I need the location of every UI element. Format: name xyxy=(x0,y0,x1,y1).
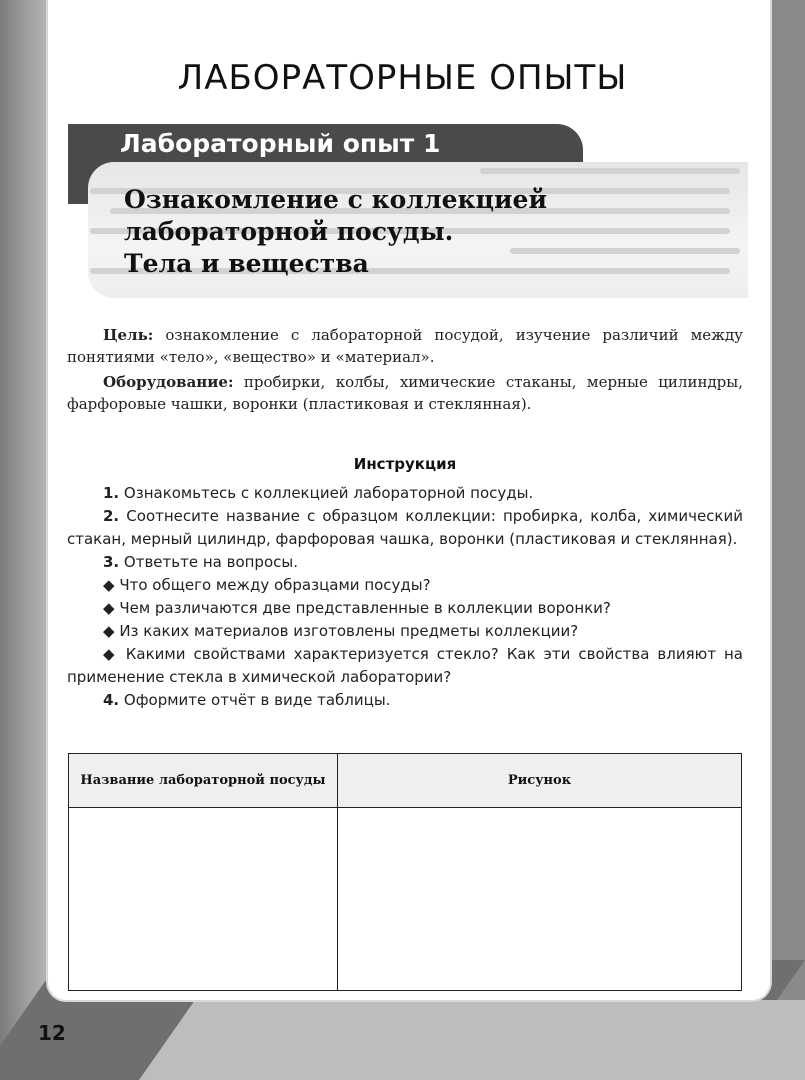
instruction-step xyxy=(67,689,743,712)
topic-title-line: Ознакомление с коллекцией xyxy=(124,185,547,214)
instruction-step xyxy=(67,505,743,551)
page-number: 12 xyxy=(38,1021,66,1045)
step-text: Ответьте на вопросы. xyxy=(119,553,298,571)
step-text: Ознакомьтесь с коллекцией лабораторной посуды. xyxy=(119,484,534,502)
step-number: 2. xyxy=(103,507,120,525)
section-heading: ЛАБОРАТОРНЫЕ ОПЫТЫ xyxy=(177,58,628,98)
step-text: Оформите отчёт в виде таблицы. xyxy=(119,691,391,709)
table-row xyxy=(69,808,742,991)
topic-title-line: Тела и вещества xyxy=(124,249,369,278)
question-text: Какими свойствами характеризуется стекло? Как эти свойства влияют на применение стекла в химической лаборатории? xyxy=(67,645,743,686)
question-text: Что общего между образцами посуды? xyxy=(119,576,431,594)
diamond-bullet-icon: ◆ xyxy=(103,645,126,663)
question-text: Из каких материалов изготовлены предметы коллекции? xyxy=(119,622,579,640)
topic-title xyxy=(124,184,547,280)
step-number: 1. xyxy=(103,484,120,502)
table-cell xyxy=(338,808,742,991)
question-item xyxy=(67,574,743,597)
instruction-step xyxy=(67,482,743,505)
question-item xyxy=(67,643,743,689)
table-header-row xyxy=(69,754,742,808)
background-shade xyxy=(0,0,50,1080)
instruction-step xyxy=(67,551,743,574)
topic-title-line: лабораторной посуды. xyxy=(124,217,454,246)
goal-text: ознакомление с лабораторной посудой, изучение различий между понятиями «тело», «вещество» и «материал». xyxy=(67,326,743,366)
diamond-bullet-icon: ◆ xyxy=(103,576,120,594)
table-cell xyxy=(69,808,338,991)
instructions-heading: Инструкция xyxy=(353,455,457,473)
equipment-text: пробирки, колбы, химические стаканы, мерные цилиндры, фарфоровые чашки, воронки (пластиковая и стеклянная). xyxy=(67,373,743,413)
goal-label: Цель: xyxy=(103,326,154,344)
report-table xyxy=(68,753,742,991)
step-text: Соотнесите название с образцом коллекции: пробирка, колба, химический стакан, мерный цилиндр, фарфоровая чашка, воронки (пластиковая и стеклянная). xyxy=(67,507,743,548)
question-item xyxy=(67,597,743,620)
experiment-label: Лабораторный опыт 1 xyxy=(120,129,441,158)
step-number: 3. xyxy=(103,553,120,571)
question-item xyxy=(67,620,743,643)
table-header-cell: Рисунок xyxy=(338,754,742,808)
background-shade xyxy=(125,1000,805,1080)
instructions-list xyxy=(67,482,743,712)
diamond-bullet-icon: ◆ xyxy=(103,622,120,640)
goal-paragraph xyxy=(67,324,743,368)
step-number: 4. xyxy=(103,691,120,709)
equipment-paragraph xyxy=(67,371,743,415)
question-text: Чем различаются две представленные в коллекции воронки? xyxy=(119,599,611,617)
table-header-cell: Название лабораторной посуды xyxy=(69,754,338,808)
equipment-label: Оборудование: xyxy=(103,373,234,391)
diamond-bullet-icon: ◆ xyxy=(103,599,120,617)
